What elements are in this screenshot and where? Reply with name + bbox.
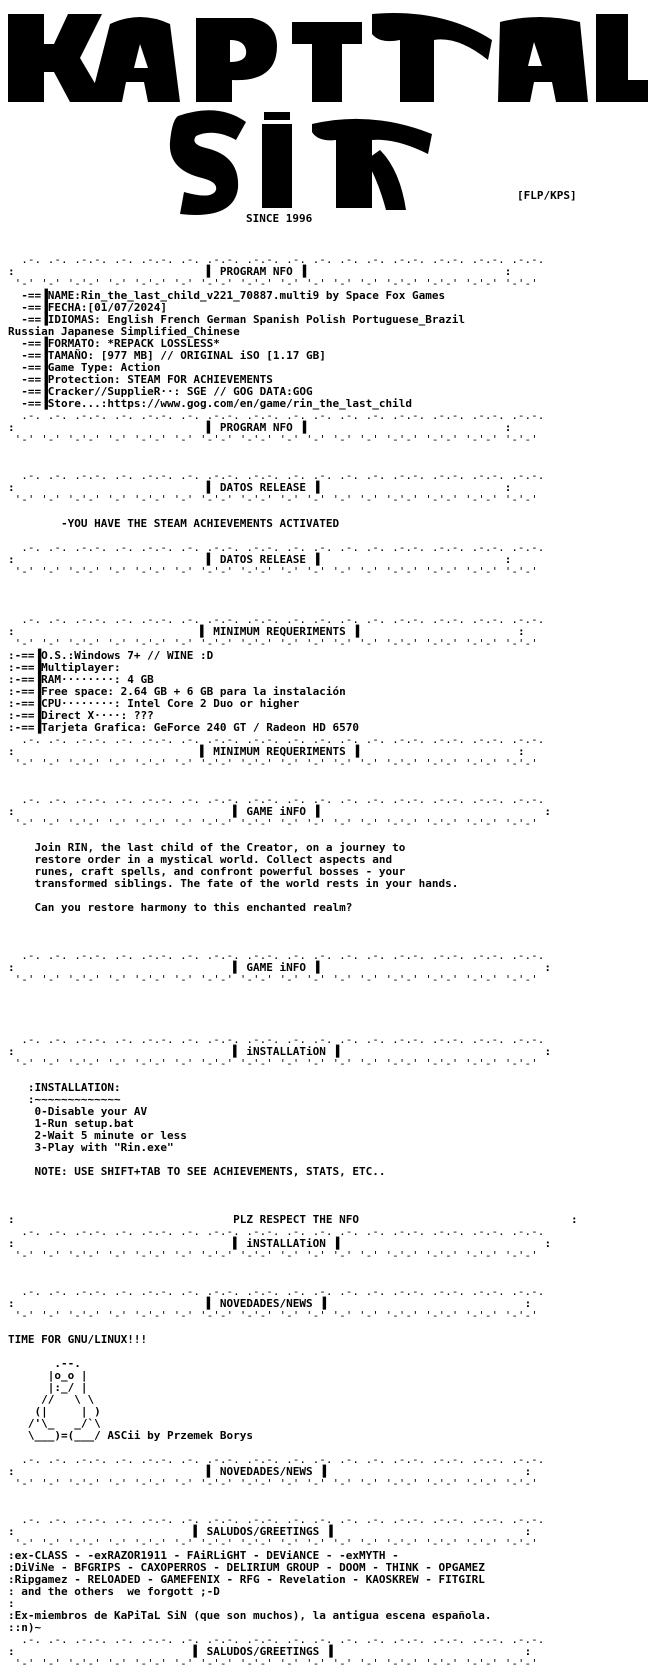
game-desc-4: transformed siblings. The fate of the world rests in your hands.	[34, 877, 459, 890]
section-datos-release-footer: ▌ DATOS RELEASE ▐	[206, 553, 320, 566]
greetings-line-1: :ex-CLASS - -exRAZOR1911 - FAiRLiGHT - DEViANCE - -exMYTH -	[8, 1549, 399, 1562]
program-tamano: -==▐TAMAÑO: [977 MB] // ORIGINAL iSO [1.17 GB]	[21, 349, 326, 362]
install-step-3: 3-Play with "Rin.exe"	[34, 1141, 174, 1154]
section-game-info-footer: ▌ GAME iNFO ▐	[233, 961, 320, 974]
req-cpu: :-==▐CPU········: Intel Core 2 Duo or higher	[8, 697, 300, 710]
game-desc-2: restore order in a mystical world. Collect aspects and	[34, 853, 393, 866]
req-free-space: :-==▐Free space: 2.64 GB + 6 GB para la instalación	[8, 685, 346, 698]
section-novedades-footer: ▌ NOVEDADES/NEWS ▐	[206, 1465, 326, 1478]
greetings-line-2: :DiViNe - BFGRIPS - CAXOPERROS - DELIRIUM GROUP - DOOM - THINK - OPGAMEZ	[8, 1561, 485, 1574]
program-cracker: -==▐Cracker//SupplieR··: SGE // GOG DATA:GOG	[21, 385, 313, 398]
program-formato: -==▐FORMATO: *REPACK LOSSLESS*	[21, 337, 220, 350]
section-game-info: ▌ GAME iNFO ▐	[233, 805, 320, 818]
tux-ascii: .--. |o_o | |:_/ | // \ \ (| | ) /'\_ _/`\ \___)=(___/	[27, 1357, 101, 1442]
req-directx: :-==▐Direct X····: ???	[8, 709, 154, 722]
req-ram: :-==▐RAM········: 4 GB	[8, 673, 154, 686]
greetings-line-3: :Ripgamez - RELOADED - GAMEFENIX - RFG - Revelation - KAOSKREW - FITGIRL	[8, 1573, 485, 1586]
program-game-type: -==▐Game Type: Action	[21, 361, 161, 374]
install-underline: :~~~~~~~~~~~~~	[27, 1093, 121, 1106]
section-installation: ▌ iNSTALLATiON ▐	[233, 1045, 340, 1058]
req-multiplayer: :-==▐Multiplayer:	[8, 661, 121, 674]
install-step-1: 1-Run setup.bat	[34, 1117, 134, 1130]
section-novedades: ▌ NOVEDADES/NEWS ▐	[206, 1297, 326, 1310]
req-gpu: :-==▐Tarjeta Grafica: GeForce 240 GT / Radeon HD 6570	[8, 721, 359, 734]
respect-nfo: PLZ RESPECT THE NFO	[233, 1213, 360, 1226]
req-os: :-==▐O.S.:Windows 7+ // WINE :D	[8, 649, 214, 662]
ascii-credit: ASCii by Przemek Borys	[107, 1429, 254, 1442]
program-name: -==▐NAME:Rin_the_last_child_v221_70887.multi9 by Space Fox Games	[21, 289, 446, 302]
section-min-req-footer: ▌ MINIMUM REQUERIMENTS ▐	[200, 745, 360, 758]
nfo-body: .-. .-. .-.-. .-. .-.-. .-. .-.-. .-.-. .-. .-. .-. .-. .-.-. .-.-. .-.-. .-.-. : ▌ PROGRAM NFO ▐ : '-' '-' '-'-' '-' '-'-' '-' '-'-' '-'-' '-' '-' '-' '-' '-'-' '-'-' '-'-' '-'-' -==▐NAME:Rin_the_last_child_v221_70887.multi9 by Space Fox Games -==▐FECHA:[01/07/2024] -==▐IDIOMAS: English French German Spanish Polish Portuguese_Brazil Russian Japanese Simplified_Chinese -==▐FORMATO: *REPACK LOSSLESS* -==▐TAMAÑO: [977 MB] // ORIGINAL iSO [1.17 GB] -==▐Game Type: Action -==▐Protection: STEAM FOR ACHIEVEMENTS -==▐Cracker//SupplieR··: SGE // GOG DATA:GOG -==▐Store...:https://www.gog.com/en/game/rin_the_last_child .-. .-. .-.-. .-. .-.-. .-. .-.-. .-.-. .-. .-. .-. .-. .-.-. .-.-. .-.-. .-.-. : ▌ PROGRAM NFO ▐ : '-' '-' '-'-' '-' '-'-' '-' '-'-' '-'-' '-' '-' '-' '-' '-'-' '-'-' '-'-' '-'-' .-. .-. .-.-. .-. .-.-. .-. .-.-. .-.-. .-. .-. .-. .-. .-.-. .-.-. .-.-. .-.-. : ▌ DATOS RELEASE ▐ : '-' '-' '-'-' '-' '-'-' '-' '-'-' '-'-' '-' '-' '-' '-' '-'-' '-'-' '-'-' '-'-' -YOU HAVE THE STEAM ACHIEVEMENTS ACTIVATED .-. .-. .-.-. .-. .-.-. .-. .-.-. .-.-. .-. .-. .-. .-. .-.-. .-.-. .-.-. .-.-. : ▌ DATOS RELEASE ▐ : '-' '-' '-'-' '-' '-'-' '-' '-'-' '-'-' '-' '-' '-' '-' '-'-' '-'-' '-'-' '-'-' .-. .-. .-.-. .-. .-.-. .-. .-.-. .-.-. .-. .-. .-. .-. .-.-. .-.-. .-.-. .-.-. : ▌ MINIMUM REQUERIMENTS ▐ : '-' '-' '-'-' '-' '-'-' '-' '-'-' '-'-' '-' '-' '-' '-' '-'-' '-'-' '-'-' '-'-' :-==▐O.S.:Windows 7+ // WINE :D :-==▐Multiplayer: :-==▐RAM········: 4 GB :-==▐Free space: 2.64 GB + 6 GB para la instalación :-==▐CPU········: Intel Core 2 Duo or higher :-==▐Direct X····: ??? :-==▐Tarjeta Grafica: GeForce 240 GT / Radeon HD 6570 .-. .-. .-.-. .-. .-.-. .-. .-.-. .-.-. .-. .-. .-. .-. .-.-. .-.-. .-.-. .-.-. : ▌ MINIMUM REQUERIMENTS ▐ : '-' '-' '-'-' '-' '-'-' '-' '-'-' '-'-' '-' '-' '-' '-' '-'-' '-'-' '-'-' '-'-' .-. .-. .-.-. .-. .-.-. .-. .-.-. .-.-. .-. .-. .-. .-. .-.-. .-.-. .-.-. .-.-. : ▌ GAME iNFO ▐ : '-' '-' '-'-' '-' '-'-' '-' '-'-' '-'-' '-' '-' '-' '-' '-'-' '-'-' '-'-' '-'-' Join RIN, the last child of the Creator, on a journey to restore order in a mystical world. Collect aspects and runes, craft spells, and confront powerful bosses - your transformed siblings. The fate of the world rests in your hands. Can you restore harmony to this enchanted realm? .-. .-. .-.-. .-. .-.-. .-. .-.-. .-.-. .-. .-. .-. .-. .-.-. .-.-. .-.-. .-.-. : ▌ GAME iNFO ▐ : '-' '-' '-'-' '-' '-'-' '-' '-'-' '-'-' '-' '-' '-' '-' '-'-' '-'-' '-'-' '-'-' .-. .-. .-.-. .-. .-.-. .-. .-.-. .-.-. .-. .-. .-. .-. .-.-. .-.-. .-.-. .-.-. : ▌ iNSTALLATiON ▐ : '-' '-' '-'-' '-' '-'-' '-' '-'-' '-'-' '-' '-' '-' '-' '-'-' '-'-' '-'-' '-'-' :INSTALLATION: :~~~~~~~~~~~~~ 0-Disable your AV 1-Run setup.bat 2-Wait 5 minute or less 3-Play with "Rin.exe" NOTE: USE SHIFT+TAB TO SEE ACHIEVEMENTS, STATS, ETC.. : PLZ RESPECT THE NFO : .-. .-. .-.-. .-. .-.-. .-. .-.-. .-.-. .-. .-. .-. .-. .-.-. .-.-. .-.-. .-.-. : ▌ iNSTALLATiON ▐ : '-' '-' '-'-' '-' '-'-' '-' '-'-' '-'-' '-' '-' '-' '-' '-'-' '-'-' '-'-' '-'-' .-. .-. .-.-. .-. .-.-. .-. .-.-. .-.-. .-. .-. .-. .-. .-.-. .-.-. .-.-. .-.-. : ▌ NOVEDADES/NEWS ▐ : '-' '-' '-'-' '-' '-'-' '-' '-'-' '-'-' '-' '-' '-' '-' '-'-' '-'-' '-'-' '-'-' TIME FOR GNU/LINUX!!! .--. |o_o | |:_/ | // \ \ (| | ) /'\_ _/`\ \___)=(___/ ASCii by Przemek Borys .-. .-. .-.-. .-. .-.-. .-. .-.-. .-.-. .-. .-. .-. .-. .-.-. .-.-. .-.-. .-.-. : ▌ NOVEDADES/NEWS ▐ : '-' '-' '-'-' '-' '-'-' '-' '-'-' '-'-' '-' '-' '-' '-' '-'-' '-'-' '-'-' '-'-' .-. .-. .-.-. .-. .-.-. .-. .-.-. .-.-. .-. .-. .-. .-. .-.-. .-.-. .-.-. .-.-. : ▌ SALUDOS/GREETINGS ▐ : '-' '-' '-'-' '-' '-'-' '-' '-'-' '-'-' '-' '-' '-' '-' '-'-' '-'-' '-'-' '-'-' :ex-CLASS - -exRAZOR1911 - FAiRLiGHT - DEViANCE - -exMYTH - :DiViNe - BFGRIPS - CAXOPERROS - DELIRIUM GROUP - DOOM - THINK - OPGAMEZ :Ripgamez - RELOADED - GAMEFENIX - RFG - Revelation - KAOSKREW - FITGIRL : and the others we forgott ;-D : :Ex-miembros de KaPiTaL SiN (que son muchos), la antigua escena española. ::n)~ .-. .-. .-.-. .-. .-.-. .-. .-.-. .-.-. .-. .-. .-. .-. .-.-. .-.-. .-.-. .-.-. : ▌ SALUDOS/GREETINGS ▐ : '-' '-' '-'-' '-' '-'-' '-' '-'-' '-'-' '-' '-' '-' '-' '-'-' '-'-' '-'-' '-'-'	[8, 253, 578, 1670]
program-idiomas-2: Russian Japanese Simplified_Chinese	[8, 325, 240, 338]
program-store: -==▐Store...:https://www.gog.com/en/game/rin_the_last_child	[21, 397, 412, 410]
section-datos-release: ▌ DATOS RELEASE ▐	[206, 481, 320, 494]
program-protection: -==▐Protection: STEAM FOR ACHIEVEMENTS	[21, 373, 273, 386]
group-tag: [FLP/KPS]	[517, 189, 577, 202]
since-label: SINCE 1996	[246, 212, 313, 225]
program-fecha: -==▐FECHA:[01/07/2024]	[21, 301, 167, 314]
section-min-req: ▌ MINIMUM REQUERIMENTS ▐	[200, 625, 360, 638]
release-note: -YOU HAVE THE STEAM ACHIEVEMENTS ACTIVATED	[60, 517, 340, 530]
greetings-line-6: ::n)~	[8, 1621, 42, 1634]
program-idiomas: -==▐IDIOMAS: English French German Spanish Polish Portuguese_Brazil	[21, 313, 465, 326]
install-note: NOTE: USE SHIFT+TAB TO SEE ACHIEVEMENTS, STATS, ETC..	[34, 1165, 386, 1178]
install-step-0: 0-Disable your AV	[34, 1105, 148, 1118]
section-saludos-footer: ▌ SALUDOS/GREETINGS ▐	[193, 1645, 333, 1658]
install-step-2: 2-Wait 5 minute or less	[34, 1129, 187, 1142]
game-desc-1: Join RIN, the last child of the Creator, on a journey to	[34, 841, 406, 854]
greetings-line-4: : and the others we forgott ;-D	[8, 1585, 220, 1598]
news-headline: TIME FOR GNU/LINUX!!!	[8, 1333, 148, 1346]
game-desc-3: runes, craft spells, and confront powerful bosses - your	[34, 865, 406, 878]
section-installation-footer: ▌ iNSTALLATiON ▐	[233, 1237, 340, 1250]
install-title: :INSTALLATION:	[27, 1081, 121, 1094]
section-program-nfo: ▌ PROGRAM NFO ▐	[206, 265, 307, 278]
section-program-nfo-footer: ▌ PROGRAM NFO ▐	[206, 421, 307, 434]
kapital-sin-logo	[0, 0, 656, 240]
section-saludos: ▌ SALUDOS/GREETINGS ▐	[193, 1525, 333, 1538]
game-question: Can you restore harmony to this enchanted realm?	[34, 901, 353, 914]
greetings-line-5: :Ex-miembros de KaPiTaL SiN (que son muchos), la antigua escena española.	[8, 1609, 492, 1622]
